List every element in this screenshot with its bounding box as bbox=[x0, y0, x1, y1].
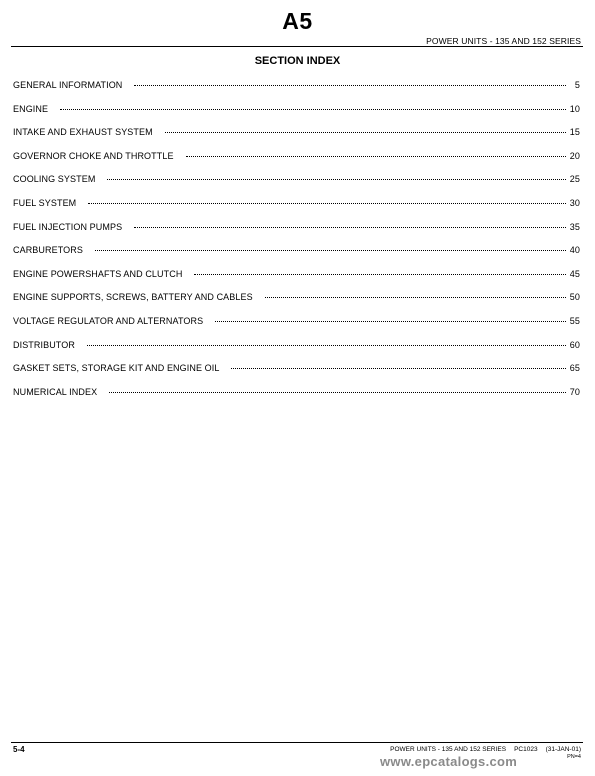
toc-entry[interactable] bbox=[13, 316, 580, 340]
toc-entry-page: 60 bbox=[569, 339, 580, 350]
toc-entry-label: CARBURETORS bbox=[13, 245, 83, 256]
toc-entry[interactable] bbox=[13, 151, 580, 175]
toc-dot-leader bbox=[231, 368, 565, 369]
toc-entry[interactable] bbox=[13, 340, 580, 364]
toc-entry-page: 70 bbox=[569, 386, 580, 397]
toc-entry-label: GOVERNOR CHOKE AND THROTTLE bbox=[13, 150, 174, 161]
section-index-title: SECTION INDEX bbox=[254, 55, 341, 67]
toc-entry-label: ENGINE bbox=[13, 103, 49, 114]
toc-dot-leader bbox=[107, 179, 565, 180]
toc-entry-page: 20 bbox=[569, 150, 580, 161]
footer-catalog: PC1023 bbox=[514, 746, 538, 753]
toc-entry-label: GASKET SETS, STORAGE KIT AND ENGINE OIL bbox=[13, 363, 220, 374]
toc-entry-page: 15 bbox=[569, 127, 580, 138]
toc-entry[interactable] bbox=[13, 80, 580, 104]
toc-entry-label: ENGINE SUPPORTS, SCREWS, BATTERY AND CABLES bbox=[13, 292, 253, 303]
footer-title: POWER UNITS - 135 AND 152 SERIES bbox=[390, 746, 507, 753]
toc-entry-label: ENGINE POWERSHAFTS AND CLUTCH bbox=[13, 268, 183, 279]
toc-entry[interactable] bbox=[13, 104, 580, 128]
footer-pn: PN=4 bbox=[567, 754, 581, 760]
toc-entry-label: FUEL INJECTION PUMPS bbox=[13, 221, 123, 232]
toc-entry[interactable] bbox=[13, 222, 580, 246]
toc-dot-leader bbox=[60, 109, 566, 110]
toc-entry-page: 50 bbox=[569, 292, 580, 303]
toc-dot-leader bbox=[87, 345, 566, 346]
toc-dot-leader bbox=[95, 250, 566, 251]
toc-entry-label: GENERAL INFORMATION bbox=[13, 80, 123, 90]
toc-entry-page: 35 bbox=[569, 221, 580, 232]
watermark: www.epcatalogs.com bbox=[380, 754, 518, 769]
footer-date: (31-JAN-01) bbox=[545, 746, 581, 753]
footer-divider bbox=[11, 742, 583, 743]
toc-dot-leader bbox=[165, 132, 566, 133]
toc-dot-leader bbox=[265, 297, 566, 298]
toc-entry-page: 5 bbox=[574, 80, 580, 90]
toc-dot-leader bbox=[215, 321, 566, 322]
toc-entry-page: 45 bbox=[569, 268, 580, 279]
toc-entry-page: 30 bbox=[569, 197, 580, 208]
toc-dot-leader bbox=[88, 203, 566, 204]
toc-entry[interactable] bbox=[13, 127, 580, 151]
toc-dot-leader bbox=[194, 274, 565, 275]
footer-info bbox=[390, 746, 581, 753]
toc-entry[interactable] bbox=[13, 363, 580, 387]
header-divider bbox=[11, 46, 583, 47]
toc-dot-leader bbox=[186, 156, 566, 157]
toc-entry-label: NUMERICAL INDEX bbox=[13, 386, 98, 397]
toc-entry[interactable] bbox=[13, 387, 580, 411]
toc-entry-label: DISTRIBUTOR bbox=[13, 339, 75, 350]
footer-page-number: 5-4 bbox=[13, 745, 25, 754]
toc-dot-leader bbox=[134, 227, 566, 228]
toc-dot-leader bbox=[109, 392, 566, 393]
toc-entry-page: 10 bbox=[569, 103, 580, 114]
toc-entry-page: 55 bbox=[569, 315, 580, 326]
toc-entry[interactable] bbox=[13, 174, 580, 198]
toc-entry-label: INTAKE AND EXHAUST SYSTEM bbox=[13, 127, 153, 138]
toc-entry-label: FUEL SYSTEM bbox=[13, 197, 77, 208]
toc-entry-label: VOLTAGE REGULATOR AND ALTERNATORS bbox=[13, 315, 204, 326]
section-code: A5 bbox=[282, 8, 313, 34]
toc-entry[interactable] bbox=[13, 198, 580, 222]
toc-entry-label: COOLING SYSTEM bbox=[13, 174, 96, 185]
toc-entry[interactable] bbox=[13, 269, 580, 293]
toc-entry-page: 65 bbox=[569, 363, 580, 374]
toc-entry[interactable] bbox=[13, 292, 580, 316]
header-title: POWER UNITS - 135 AND 152 SERIES bbox=[426, 36, 581, 46]
toc-dot-leader bbox=[134, 85, 566, 86]
section-index-list bbox=[13, 80, 580, 410]
toc-entry[interactable] bbox=[13, 245, 580, 269]
toc-entry-page: 40 bbox=[569, 245, 580, 256]
toc-entry-page: 25 bbox=[569, 174, 580, 185]
